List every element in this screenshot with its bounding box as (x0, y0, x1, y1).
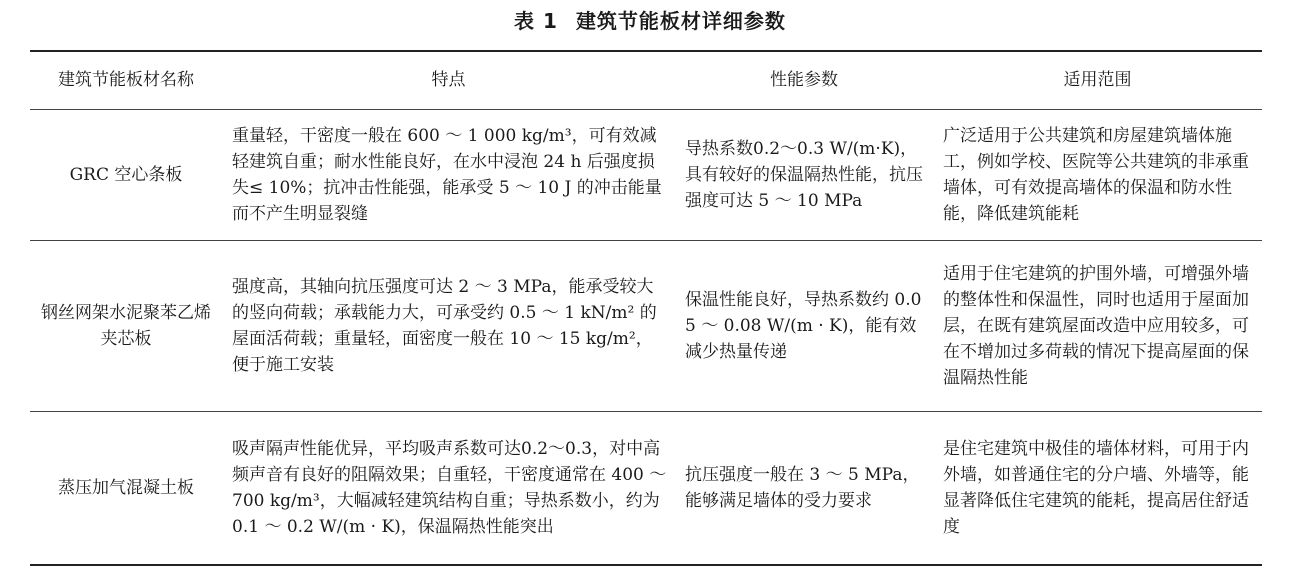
material-performance: 抗压强度一般在 3 ～ 5 MPa，能够满足墙体的受力要求 (675, 411, 933, 565)
table-title: 建筑节能板材详细参数 (575, 9, 786, 33)
material-name: 蒸压加气混凝土板 (30, 411, 222, 565)
material-application: 是住宅建筑中极佳的墙体材料，可用于内外墙，如普通住宅的分户墙、外墙等，能显著降低住宅建筑的能耗，提高居住舒适度 (933, 411, 1262, 565)
header-performance: 性能参数 (675, 51, 933, 109)
header-application: 适用范围 (933, 51, 1262, 109)
materials-table (30, 50, 1262, 566)
material-features: 强度高，其轴向抗压强度可达 2 ～ 3 MPa，能承受较大的竖向荷载；承载能力大，可承受约 0.5 ～ 1 kN/m² 的屋面活荷载；重量轻，面密度一般在 10 ～ 15 kg/m²，便于施工安装 (222, 240, 675, 411)
table-row (30, 240, 1262, 411)
material-application: 广泛适用于公共建筑和房屋建筑墙体施工，例如学校、医院等公共建筑的非承重墙体，可有效提高墙体的保温和防水性能，降低建筑能耗 (933, 109, 1262, 240)
header-row (30, 51, 1262, 109)
material-features: 重量轻，干密度一般在 600 ～ 1 000 kg/m³，可有效减轻建筑自重；耐水性能良好，在水中浸泡 24 h 后强度损失≤ 10%；抗冲击性能强，能承受 5 ～ 10 J 的冲击能量而不产生明显裂缝 (222, 109, 675, 240)
material-name: 钢丝网架水泥聚苯乙烯夹芯板 (30, 240, 222, 411)
material-performance: 导热系数0.2～0.3 W/(m·K)，具有较好的保温隔热性能，抗压强度可达 5 ～ 10 MPa (675, 109, 933, 240)
header-features: 特点 (222, 51, 675, 109)
header-name: 建筑节能板材名称 (30, 51, 222, 109)
table-row (30, 411, 1262, 565)
table-row (30, 109, 1262, 240)
material-features: 吸声隔声性能优异，平均吸声系数可达0.2～0.3，对中高频声音有良好的阻隔效果；自重轻，干密度通常在 400 ～ 700 kg/m³，大幅减轻建筑结构自重；导热系数小，约为 0.1 ～ 0.2 W/(m · K)，保温隔热性能突出 (222, 411, 675, 565)
material-application: 适用于住宅建筑的护围外墙，可增强外墙的整体性和保温性，同时也适用于屋面加层，在既有建筑屋面改造中应用较多，可在不增加过多荷载的情况下提高屋面的保温隔热性能 (933, 240, 1262, 411)
table-number: 表 1 (514, 9, 558, 33)
material-performance: 保温性能良好，导热系数约 0.05 ～ 0.08 W/(m · K)，能有效减少热量传递 (675, 240, 933, 411)
material-name: GRC 空心条板 (30, 109, 222, 240)
table-caption (0, 6, 1300, 36)
